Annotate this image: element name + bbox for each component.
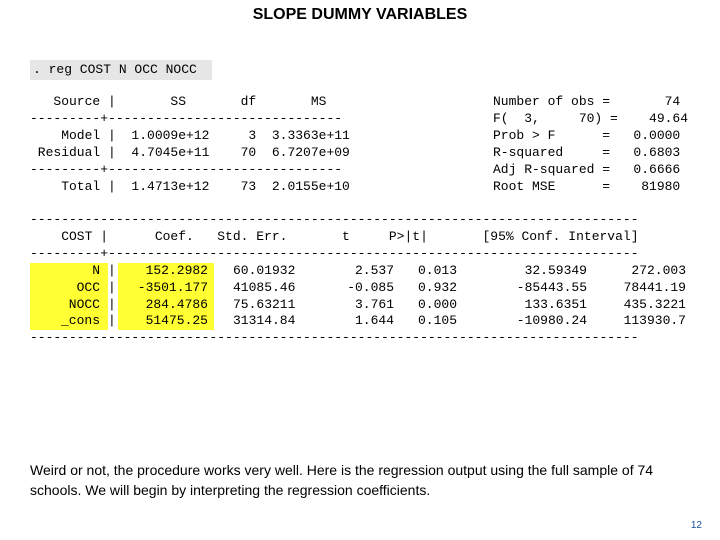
stat-nobs: Number of obs = 74	[493, 94, 681, 109]
coef-p-value: 0.105	[418, 313, 458, 329]
coef-var: N	[92, 263, 100, 278]
coef-value: 152.2982	[145, 263, 208, 278]
coef-ci-high: 113930.7	[623, 313, 686, 329]
coef-value: -3501.177	[137, 279, 208, 295]
coef-t: 1.644	[354, 313, 394, 329]
stat-r-squared: R-squared = 0.6803	[493, 145, 681, 160]
coef-ci-low: -10980.24	[516, 313, 587, 329]
coef-t: -0.085	[347, 279, 394, 295]
coef-pipe: |	[108, 296, 116, 312]
coef-ci-high: 435.3221	[623, 296, 686, 312]
coef-value: 284.4786	[145, 296, 208, 312]
coef-p-value: 0.932	[418, 279, 458, 295]
stata-command: . reg COST N OCC NOCC	[30, 60, 212, 80]
coef-value: 51475.25	[145, 313, 208, 329]
anova-row-total: Total | 1.4713e+12 73 2.0155e+10	[30, 179, 350, 194]
coef-std-err: 75.63211	[233, 296, 296, 312]
coef-std-err: 60.01932	[233, 263, 296, 278]
coef-ci-low: 133.6351	[524, 296, 587, 312]
coef-std-err: 31314.84	[233, 313, 296, 329]
coef-ci-low: -85443.55	[516, 279, 587, 295]
coef-t: 2.537	[354, 263, 394, 278]
stat-prob-f: Prob > F = 0.0000	[493, 128, 681, 143]
coef-p-value: 0.013	[418, 263, 458, 278]
anova-row-model: Model | 1.0009e+12 3 3.3363e+11	[30, 128, 350, 143]
coef-ci-high: 272.003	[631, 263, 686, 278]
coef-var: OCC	[76, 279, 100, 295]
coef-var: _cons	[60, 313, 100, 329]
stat-root-mse: Root MSE = 81980	[493, 179, 681, 194]
coef-p-value: 0.000	[418, 296, 458, 312]
anova-row-residual: Residual | 4.7045e+11 70 6.7207e+09	[30, 145, 350, 160]
coef-var: NOCC	[68, 296, 100, 312]
coef-t: 3.761	[354, 296, 394, 312]
coef-pipe: |	[108, 263, 116, 278]
coef-table-divider: ---------+--------------------------------------------------------------------	[30, 246, 639, 261]
anova-divider: ---------+------------------------------	[30, 111, 343, 126]
coef-pipe: |	[108, 313, 116, 329]
table-bottom-rule: ------------------------------------------------------------------------------	[30, 330, 639, 345]
table-top-rule: ------------------------------------------------------------------------------	[30, 212, 639, 227]
stat-adj-r-squared: Adj R-squared = 0.6666	[493, 162, 681, 177]
slide-caption: Weird or not, the procedure works very well. Here is the regression output using the full sample of 74 schools. We will begin by interpreting the regression coefficients.	[30, 462, 654, 498]
page-number: 12	[690, 520, 702, 531]
stat-f: F( 3, 70) = 49.64	[493, 111, 689, 126]
coef-ci-high: 78441.19	[623, 279, 686, 295]
anova-divider-total: ---------+------------------------------	[30, 162, 343, 177]
anova-header: Source | SS df MS	[30, 94, 327, 109]
slide-title: SLOPE DUMMY VARIABLES	[252, 6, 468, 23]
coef-ci-low: 32.59349	[524, 263, 587, 278]
coef-std-err: 41085.46	[233, 279, 296, 295]
coef-pipe: |	[108, 279, 116, 295]
coef-table-header: COST | Coef. Std. Err. t P>|t| [95% Conf. Interval]	[30, 229, 639, 244]
